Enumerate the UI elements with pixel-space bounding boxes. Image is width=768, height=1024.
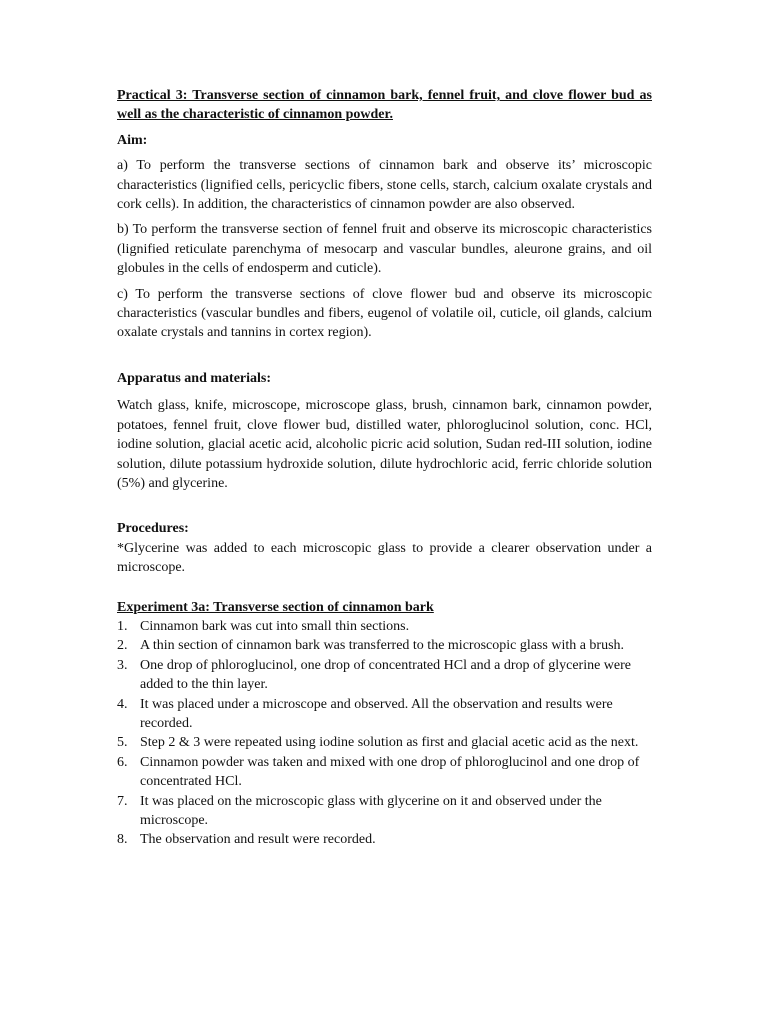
step-number: 4. <box>117 696 128 712</box>
procedures-note: *Glycerine was added to each microscopic glass to provide a clearer observation under a microscope. <box>117 540 652 576</box>
step-item <box>117 656 652 695</box>
aim-item-a: a) To perform the transverse sections of cinnamon bark and observe its’ microscopic characteristics (lignified cells, pericyclic fibers, stone cells, starch, calcium oxalate crystals and cork cells). In addition, the characteristics of cinnamon powder are also observed. <box>117 158 652 213</box>
step-item <box>117 617 652 636</box>
step-text: It was placed on the microscopic glass with glycerine on it and observed under the microscope. <box>140 793 602 828</box>
step-number: 8. <box>117 832 128 848</box>
step-text: The observation and result were recorded. <box>140 832 376 848</box>
step-item <box>117 830 652 849</box>
procedures-heading: Procedures: <box>117 521 189 537</box>
step-number: 2. <box>117 638 128 654</box>
step-text: Step 2 & 3 were repeated using iodine solution as first and glacial acetic acid as the next. <box>140 735 639 751</box>
step-item <box>117 695 652 734</box>
aim-item-c: c) To perform the transverse sections of clove flower bud and observe its microscopic characteristics (vascular bundles and fibers, eugenol of volatile oil, cuticle, oil glands, calcium oxalate crystals and tannins in cortex region). <box>117 286 652 341</box>
step-item <box>117 636 652 655</box>
experiment-3a-steps <box>117 617 652 850</box>
experiment-3a-title: Experiment 3a: Transverse section of cinnamon bark <box>117 599 434 615</box>
apparatus-heading: Apparatus and materials: <box>117 370 272 386</box>
step-number: 7. <box>117 793 128 809</box>
step-text: Cinnamon powder was taken and mixed with one drop of phloroglucinol and one drop of concentrated HCl. <box>140 754 640 790</box>
step-number: 3. <box>117 657 128 673</box>
step-text: Cinnamon bark was cut into small thin sections. <box>140 618 410 634</box>
step-item <box>117 792 652 831</box>
step-text: It was placed under a microscope and observed. All the observation and results were recorded. <box>140 696 613 731</box>
step-number: 5. <box>117 735 128 751</box>
step-item <box>117 733 652 752</box>
apparatus-text: Watch glass, knife, microscope, microscope glass, brush, cinnamon bark, cinnamon powder, potatoes, fennel fruit, clove flower bud, distilled water, phloroglucinol solution, conc. HCl, iodine solution, glacial acetic acid, alcoholic picric acid solution, Sudan red-III solution, iodine solution, dilute potassium hydroxide solution, dilute hydrochloric acid, ferric chloride solution (5%) and glycerine. <box>117 398 652 491</box>
document-page <box>117 86 652 850</box>
aim-heading: Aim: <box>117 132 148 148</box>
step-item <box>117 753 652 792</box>
step-number: 1. <box>117 618 128 634</box>
step-number: 6. <box>117 754 128 770</box>
step-text: One drop of phloroglucinol, one drop of concentrated HCl and a drop of glycerine were added to the thin layer. <box>140 657 632 693</box>
aim-item-b: b) To perform the transverse section of fennel fruit and observe its microscopic characteristics (lignified reticulate parenchyma of mesocarp and vascular bundles, aleurone grains, and oil globules in the cells of endosperm and cuticle). <box>117 222 652 277</box>
step-text: A thin section of cinnamon bark was transferred to the microscopic glass with a brush. <box>140 638 625 654</box>
practical-title: Practical 3: Transverse section of cinnamon bark, fennel fruit, and clove flower bud as well as the characteristic of cinnamon powder. <box>117 88 652 123</box>
